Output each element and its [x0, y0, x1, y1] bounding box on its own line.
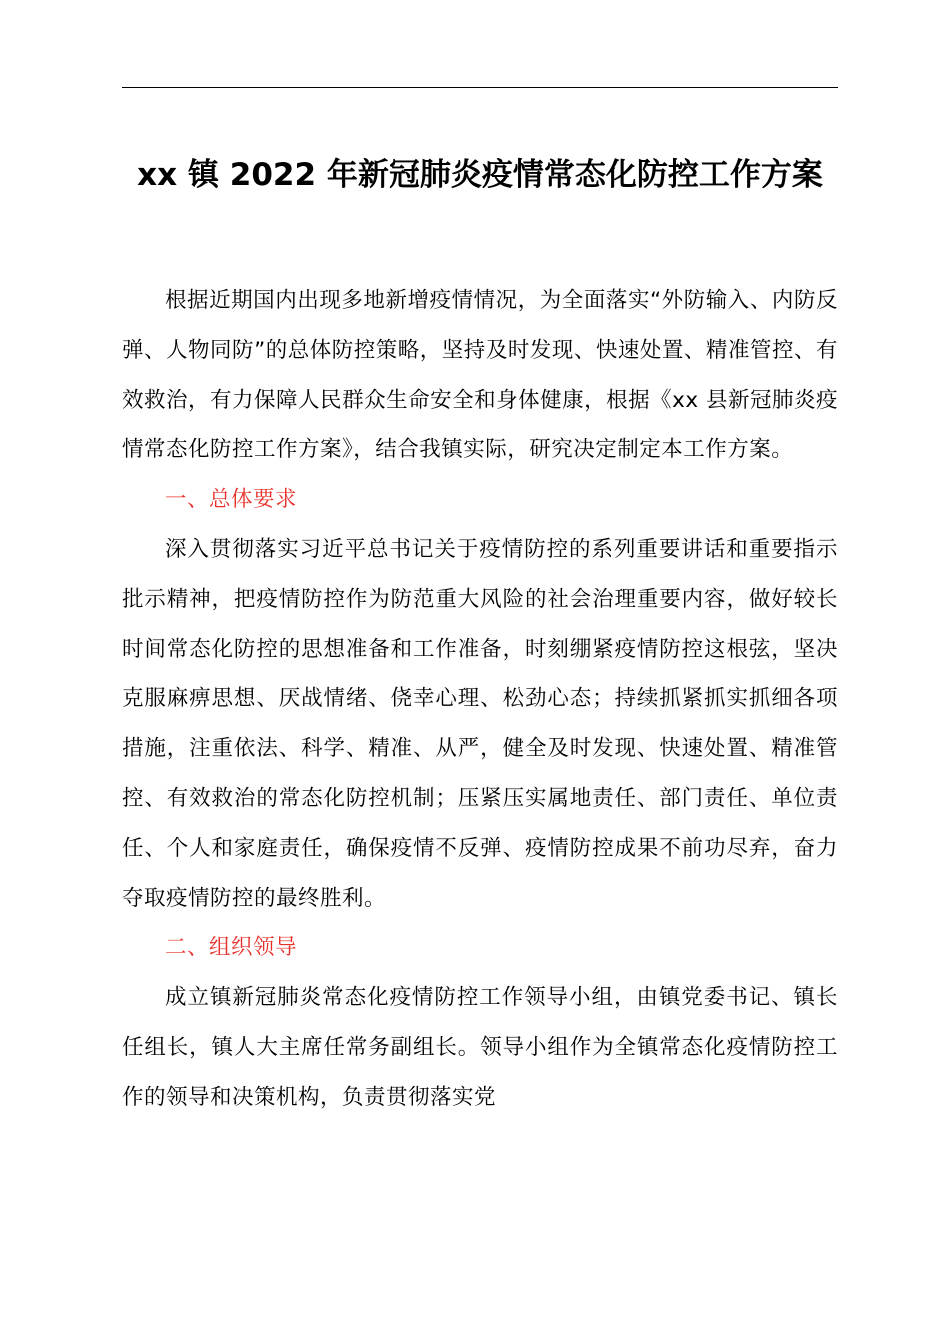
section-heading-organization: 二、组织领导 — [165, 935, 298, 961]
title-rest: 年新冠肺炎疫情常态化防控工作方案 — [316, 157, 823, 193]
header-rule — [122, 87, 838, 88]
title-year: 2022 — [229, 157, 317, 193]
section-heading-general-requirements: 一、总体要求 — [165, 487, 298, 513]
organization-paragraph: 成立镇新冠肺炎常态化疫情防控工作领导小组，由镇党委书记、镇长任组长，镇人大主席任常务副组长。领导小组作为全镇常态化疫情防控工作的领导和决策机构，负责贯彻落实党 — [122, 985, 838, 1110]
title-prefix: xx 镇 — [137, 157, 230, 193]
intro-paragraph: 根据近期国内出现多地新增疫情情况，为全面落实“外防输入、内防反弹、人物同防”的总体防控策略，坚持及时发现、快速处置、精准管控、有效救治，有力保障人民群众生命安全和身体健康，根据《xx 县新冠肺炎疫情常态化防控工作方案》，结合我镇实际，研究决定制定本工作方案。 — [122, 288, 838, 463]
general-requirements-paragraph: 深入贯彻落实习近平总书记关于疫情防控的系列重要讲话和重要指示批示精神，把疫情防控作为防范重大风险的社会治理重要内容，做好较长时间常态化防控的思想准备和工作准备，时刻绷紧疫情防控这根弦，坚决克服麻痹思想、厌战情绪、侥幸心理、松劲心态；持续抓紧抓实抓细各项措施，注重依法、科学、精准、从严，健全及时发现、快速处置、精准管控、有效救治的常态化防控机制；压紧压实属地责任、部门责任、单位责任、个人和家庭责任，确保疫情不反弹、疫情防控成果不前功尽弃，奋力夺取疫情防控的最终胜利。 — [122, 536, 838, 911]
document-title — [122, 150, 838, 200]
document-body — [122, 276, 838, 1123]
